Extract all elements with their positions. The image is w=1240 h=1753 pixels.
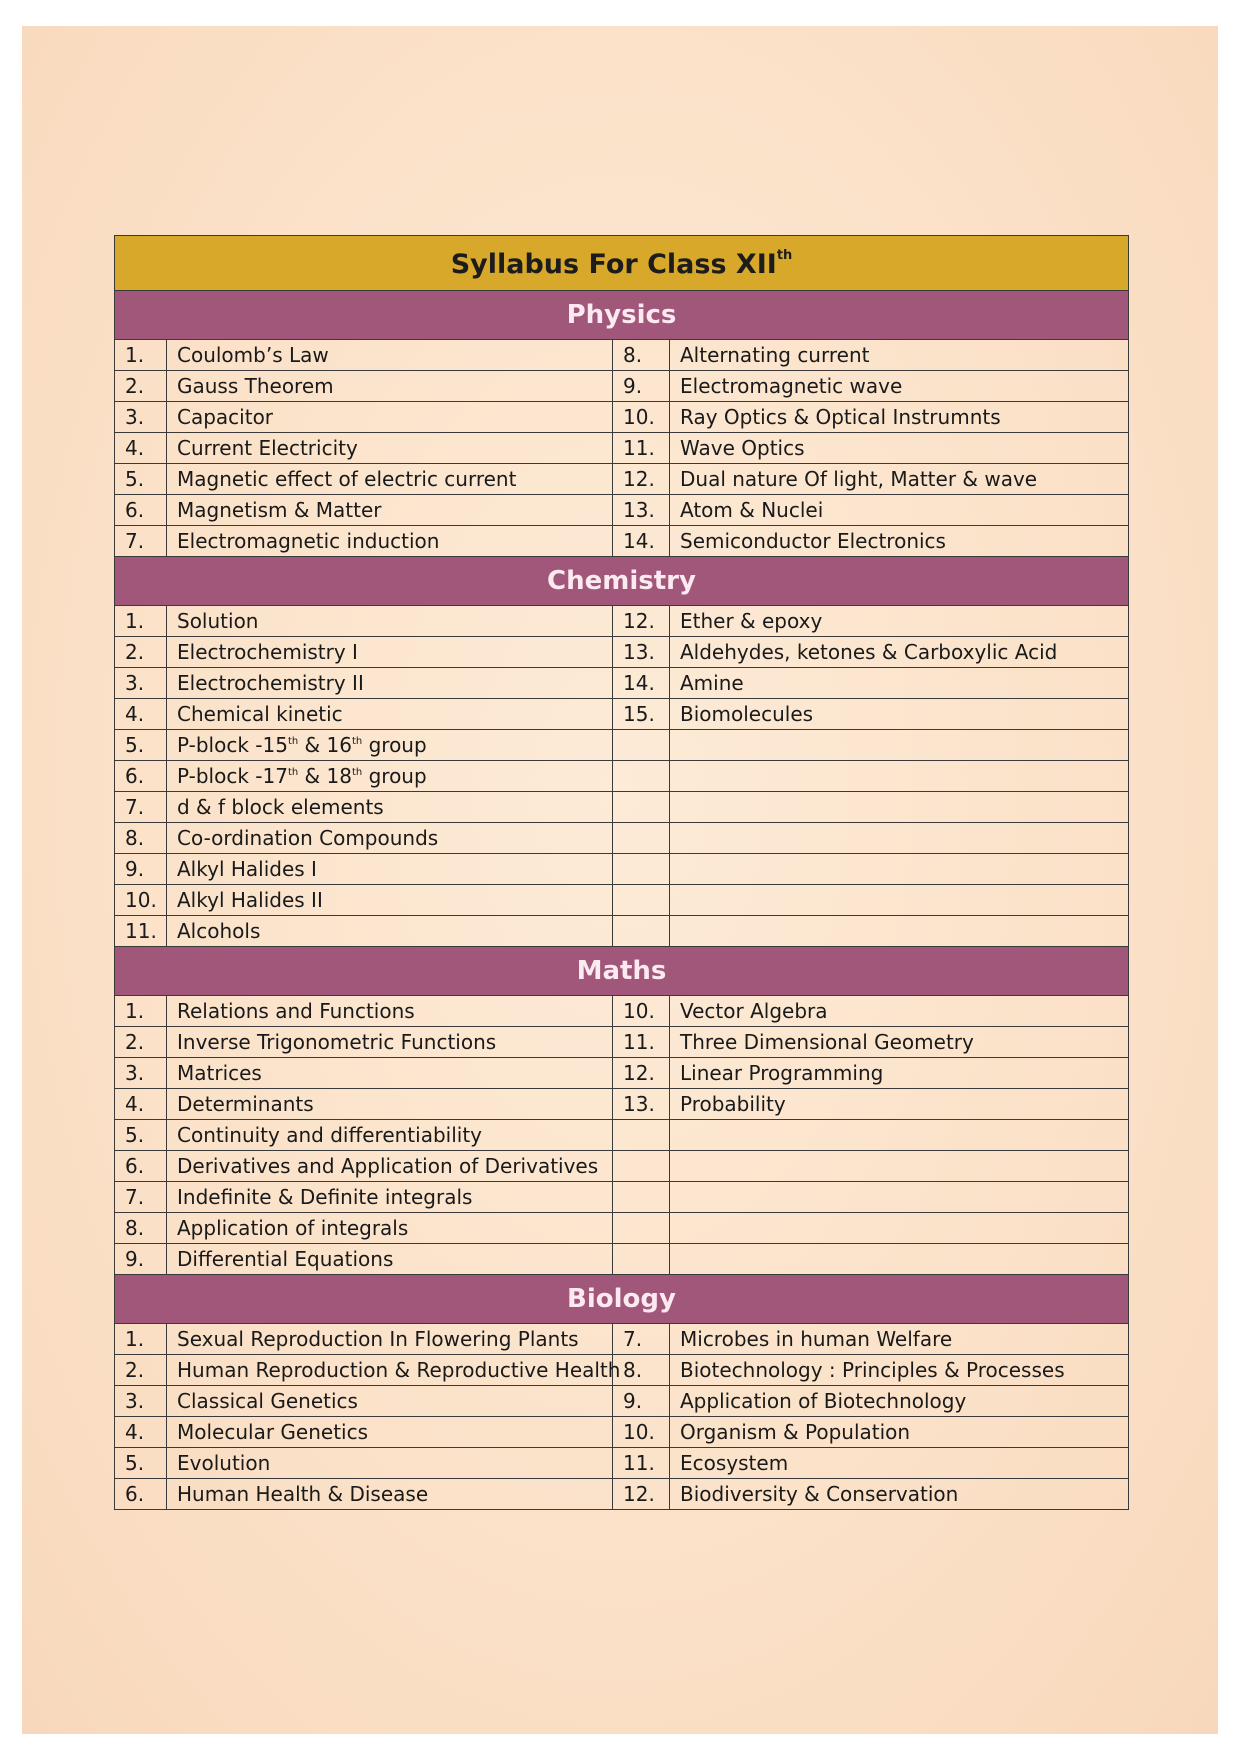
topic-name xyxy=(670,761,1129,792)
topic-number: 5. xyxy=(115,464,167,495)
topic-number xyxy=(613,823,670,854)
topic-name: Application of Biotechnology xyxy=(670,1386,1129,1417)
topic-number: 2. xyxy=(115,637,167,668)
topic-name: Gauss Theorem xyxy=(167,371,613,402)
topic-number: 15. xyxy=(613,699,670,730)
topic-name: Electrochemistry II xyxy=(167,668,613,699)
ordinal-suffix: th xyxy=(287,767,299,778)
table-row xyxy=(115,823,1129,854)
topic-name-part: P-block -15 xyxy=(177,733,288,757)
topic-name xyxy=(670,792,1129,823)
topic-name: Chemical kinetic xyxy=(167,699,613,730)
table-row xyxy=(115,885,1129,916)
topic-name: Human Reproduction & Reproductive Health xyxy=(167,1355,613,1386)
table-row xyxy=(115,371,1129,402)
topic-name: Derivatives and Application of Derivatives xyxy=(167,1151,613,1182)
ordinal-suffix: th xyxy=(351,767,363,778)
topic-number xyxy=(613,885,670,916)
topic-number: 1. xyxy=(115,340,167,371)
topic-name-part: & 16 xyxy=(298,733,352,757)
table-row xyxy=(115,761,1129,792)
table-row xyxy=(115,996,1129,1027)
topic-number: 9. xyxy=(115,1244,167,1275)
topic-name-part: group xyxy=(362,733,427,757)
table-row xyxy=(115,854,1129,885)
topic-name xyxy=(670,1213,1129,1244)
chemistry-heading-row xyxy=(115,557,1129,606)
topic-name: Atom & Nuclei xyxy=(670,495,1129,526)
topic-number: 13. xyxy=(613,495,670,526)
topic-number: 10. xyxy=(115,885,167,916)
topic-name xyxy=(167,761,613,792)
topic-name: Classical Genetics xyxy=(167,1386,613,1417)
topic-name: d & f block elements xyxy=(167,792,613,823)
topic-number xyxy=(613,1244,670,1275)
topic-name: Organism & Population xyxy=(670,1417,1129,1448)
topic-number: 9. xyxy=(613,1386,670,1417)
topic-number: 6. xyxy=(115,1151,167,1182)
table-row xyxy=(115,1089,1129,1120)
topic-number: 1. xyxy=(115,606,167,637)
topic-number: 8. xyxy=(115,823,167,854)
topic-name: Microbes in human Welfare xyxy=(670,1324,1129,1355)
table-row xyxy=(115,916,1129,947)
table-row xyxy=(115,1058,1129,1089)
topic-name: Electromagnetic wave xyxy=(670,371,1129,402)
syllabus-table xyxy=(114,235,1129,1510)
topic-name xyxy=(670,854,1129,885)
table-row xyxy=(115,1355,1129,1386)
topic-number: 1. xyxy=(115,1324,167,1355)
topic-name: Magnetism & Matter xyxy=(167,495,613,526)
table-row xyxy=(115,1244,1129,1275)
topic-number: 14. xyxy=(613,526,670,557)
topic-name-part: group xyxy=(362,764,427,788)
topic-name: Vector Algebra xyxy=(670,996,1129,1027)
topic-name xyxy=(167,730,613,761)
chemistry-heading: Chemistry xyxy=(115,557,1129,606)
topic-number xyxy=(613,916,670,947)
topic-name xyxy=(670,885,1129,916)
topic-number: 10. xyxy=(613,996,670,1027)
topic-number: 6. xyxy=(115,1479,167,1510)
topic-name: Alkyl Halides I xyxy=(167,854,613,885)
topic-name: Aldehydes, ketones & Carboxylic Acid xyxy=(670,637,1129,668)
topic-number: 2. xyxy=(115,1027,167,1058)
topic-number: 11. xyxy=(613,433,670,464)
topic-name: Biodiversity & Conservation xyxy=(670,1479,1129,1510)
topic-name-part: & 18 xyxy=(298,764,352,788)
table-row xyxy=(115,1479,1129,1510)
table-row xyxy=(115,606,1129,637)
page-title xyxy=(115,236,1129,291)
topic-name: Biotechnology : Principles & Processes xyxy=(670,1355,1129,1386)
topic-number xyxy=(613,1120,670,1151)
biology-heading: Biology xyxy=(115,1275,1129,1324)
topic-number: 8. xyxy=(613,340,670,371)
page-title-text: Syllabus For Class XII xyxy=(450,248,777,280)
topic-name: Continuity and differentiability xyxy=(167,1120,613,1151)
table-row xyxy=(115,792,1129,823)
page-title-suffix: th xyxy=(776,247,793,263)
topic-number: 11. xyxy=(613,1448,670,1479)
topic-name: Inverse Trigonometric Functions xyxy=(167,1027,613,1058)
topic-number: 9. xyxy=(115,854,167,885)
topic-number: 3. xyxy=(115,1386,167,1417)
table-row xyxy=(115,637,1129,668)
table-row xyxy=(115,464,1129,495)
table-row xyxy=(115,1324,1129,1355)
topic-name: Sexual Reproduction In Flowering Plants xyxy=(167,1324,613,1355)
topic-name: Probability xyxy=(670,1089,1129,1120)
topic-name: Evolution xyxy=(167,1448,613,1479)
topic-number: 13. xyxy=(613,637,670,668)
topic-name xyxy=(670,916,1129,947)
topic-name: Alkyl Halides II xyxy=(167,885,613,916)
topic-name: Amine xyxy=(670,668,1129,699)
table-row xyxy=(115,668,1129,699)
topic-number: 10. xyxy=(613,1417,670,1448)
syllabus-body xyxy=(115,236,1129,1510)
topic-number: 4. xyxy=(115,1089,167,1120)
table-row xyxy=(115,1448,1129,1479)
table-row xyxy=(115,699,1129,730)
topic-name: Ether & epoxy xyxy=(670,606,1129,637)
physics-heading-row xyxy=(115,291,1129,340)
topic-number: 7. xyxy=(115,526,167,557)
table-row xyxy=(115,1151,1129,1182)
topic-name: Ray Optics & Optical Instrumnts xyxy=(670,402,1129,433)
topic-number: 8. xyxy=(613,1355,670,1386)
topic-name xyxy=(670,730,1129,761)
topic-number xyxy=(613,761,670,792)
topic-number: 12. xyxy=(613,464,670,495)
topic-number: 6. xyxy=(115,495,167,526)
biology-heading-row xyxy=(115,1275,1129,1324)
table-row xyxy=(115,1386,1129,1417)
table-row xyxy=(115,1417,1129,1448)
topic-number: 12. xyxy=(613,1058,670,1089)
topic-number: 3. xyxy=(115,668,167,699)
topic-number: 11. xyxy=(115,916,167,947)
topic-number xyxy=(613,854,670,885)
topic-number: 8. xyxy=(115,1213,167,1244)
topic-number xyxy=(613,1213,670,1244)
topic-name: Semiconductor Electronics xyxy=(670,526,1129,557)
topic-number: 13. xyxy=(613,1089,670,1120)
table-row xyxy=(115,1027,1129,1058)
topic-name xyxy=(670,1244,1129,1275)
topic-name: Coulomb’s Law xyxy=(167,340,613,371)
topic-name: Ecosystem xyxy=(670,1448,1129,1479)
topic-number: 2. xyxy=(115,1355,167,1386)
table-row xyxy=(115,1120,1129,1151)
topic-name: Alcohols xyxy=(167,916,613,947)
topic-name: Indefinite & Definite integrals xyxy=(167,1182,613,1213)
topic-number xyxy=(613,792,670,823)
topic-name: Relations and Functions xyxy=(167,996,613,1027)
ordinal-suffix: th xyxy=(351,736,363,747)
topic-number: 11. xyxy=(613,1027,670,1058)
topic-name: Electrochemistry I xyxy=(167,637,613,668)
topic-number: 6. xyxy=(115,761,167,792)
topic-name: Solution xyxy=(167,606,613,637)
topic-number: 4. xyxy=(115,433,167,464)
topic-number: 12. xyxy=(613,606,670,637)
topic-number xyxy=(613,1182,670,1213)
topic-name xyxy=(670,823,1129,854)
topic-number: 12. xyxy=(613,1479,670,1510)
topic-number: 14. xyxy=(613,668,670,699)
topic-number: 5. xyxy=(115,730,167,761)
topic-number: 7. xyxy=(115,792,167,823)
topic-number: 9. xyxy=(613,371,670,402)
table-row xyxy=(115,495,1129,526)
topic-name: Determinants xyxy=(167,1089,613,1120)
maths-heading: Maths xyxy=(115,947,1129,996)
topic-name: Co-ordination Compounds xyxy=(167,823,613,854)
topic-number: 7. xyxy=(613,1324,670,1355)
topic-number: 5. xyxy=(115,1120,167,1151)
table-row xyxy=(115,1213,1129,1244)
topic-number: 1. xyxy=(115,996,167,1027)
topic-number: 7. xyxy=(115,1182,167,1213)
topic-number xyxy=(613,730,670,761)
topic-name: Matrices xyxy=(167,1058,613,1089)
table-row xyxy=(115,402,1129,433)
topic-name xyxy=(670,1151,1129,1182)
topic-number: 5. xyxy=(115,1448,167,1479)
topic-name: Wave Optics xyxy=(670,433,1129,464)
topic-name: Capacitor xyxy=(167,402,613,433)
topic-name: Dual nature Of light, Matter & wave xyxy=(670,464,1129,495)
topic-number: 4. xyxy=(115,699,167,730)
topic-name: Human Health & Disease xyxy=(167,1479,613,1510)
table-row xyxy=(115,730,1129,761)
topic-number: 3. xyxy=(115,1058,167,1089)
topic-name: Application of integrals xyxy=(167,1213,613,1244)
ordinal-suffix: th xyxy=(287,736,299,747)
topic-number: 2. xyxy=(115,371,167,402)
topic-name: Current Electricity xyxy=(167,433,613,464)
topic-name: Electromagnetic induction xyxy=(167,526,613,557)
topic-name-part: P-block -17 xyxy=(177,764,288,788)
topic-name: Biomolecules xyxy=(670,699,1129,730)
table-row xyxy=(115,526,1129,557)
topic-number: 3. xyxy=(115,402,167,433)
topic-number xyxy=(613,1151,670,1182)
topic-name: Molecular Genetics xyxy=(167,1417,613,1448)
topic-name: Differential Equations xyxy=(167,1244,613,1275)
physics-heading: Physics xyxy=(115,291,1129,340)
topic-number: 4. xyxy=(115,1417,167,1448)
topic-name: Magnetic effect of electric current xyxy=(167,464,613,495)
topic-name xyxy=(670,1182,1129,1213)
topic-name: Three Dimensional Geometry xyxy=(670,1027,1129,1058)
maths-heading-row xyxy=(115,947,1129,996)
topic-number: 10. xyxy=(613,402,670,433)
title-row xyxy=(115,236,1129,291)
topic-name xyxy=(670,1120,1129,1151)
topic-name: Alternating current xyxy=(670,340,1129,371)
table-row xyxy=(115,433,1129,464)
topic-name: Linear Programming xyxy=(670,1058,1129,1089)
table-row xyxy=(115,340,1129,371)
table-row xyxy=(115,1182,1129,1213)
